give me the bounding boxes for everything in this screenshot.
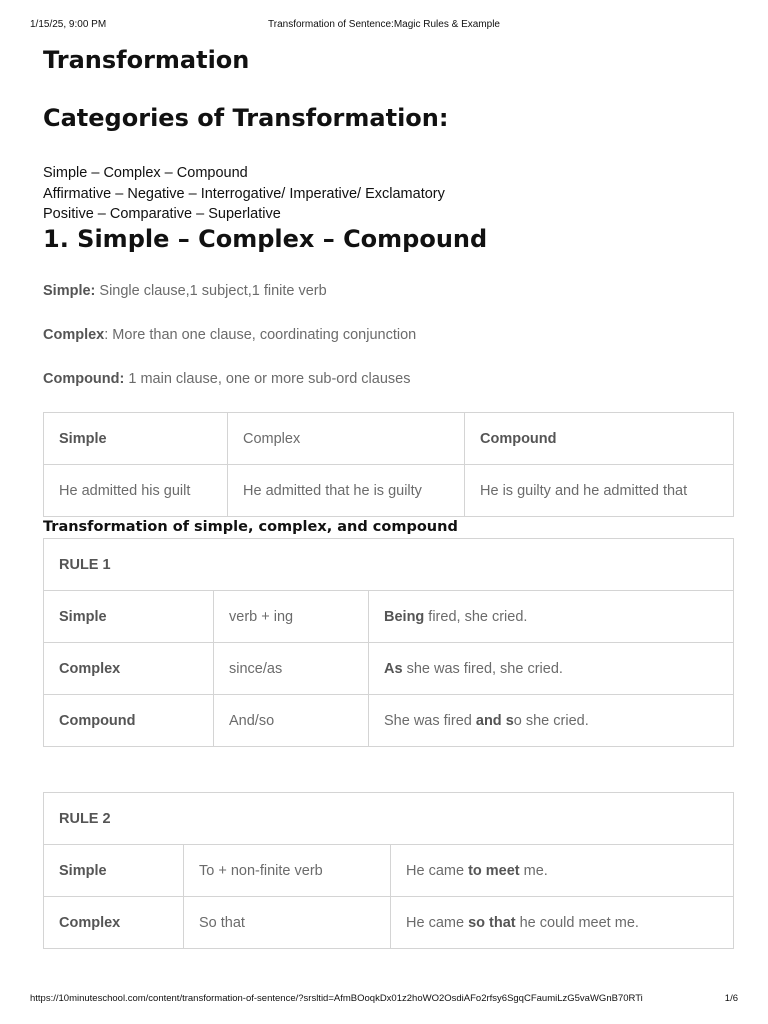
example-bold: and s: [475, 712, 514, 729]
category-item: Affirmative – Negative – Interrogative/ Imperative/ Exclamatory: [43, 185, 445, 202]
definition-term: Simple:: [43, 283, 96, 299]
example-text: o she cried.: [513, 712, 589, 729]
definition-text: : More than one clause, coordinating conjunction: [104, 327, 417, 343]
table-cell: And/so: [214, 695, 369, 747]
table-row: [44, 897, 734, 949]
rule-title-row: [44, 793, 734, 845]
definition-compound: [43, 371, 410, 387]
definition-text: 1 main clause, one or more sub-ord clauses: [124, 371, 411, 387]
category-item: Simple – Complex – Compound: [43, 165, 248, 181]
table-cell: [44, 643, 214, 695]
table-cell: [44, 591, 214, 643]
page-number: 1/6: [724, 993, 738, 1004]
sentence-type: Simple: [59, 608, 107, 625]
table-cell: To + non-finite verb: [184, 845, 391, 897]
definition-term: Compound:: [43, 371, 125, 387]
table-header-row: [44, 413, 734, 465]
table-cell: [44, 793, 734, 845]
example-bold: to meet: [468, 862, 520, 879]
table-row: [44, 643, 734, 695]
table-cell: verb + ing: [214, 591, 369, 643]
categories-list: [43, 163, 445, 225]
rule-title-row: [44, 539, 734, 591]
header-label: Compound: [480, 430, 557, 447]
categories-heading: Categories of Transformation:: [43, 104, 449, 132]
table-cell: since/as: [214, 643, 369, 695]
definition-complex: [43, 327, 416, 343]
page-url: https://10minuteschool.com/content/transformation-of-sentence/?srsltid=AfmBOoqkDx01z2hoWO2OsdiAFo2rfsy6SgqCFaumiLzG5vaWGnB70RTi: [30, 993, 643, 1004]
sentence-type: Compound: [59, 712, 136, 729]
table-cell: He is guilty and he admitted that: [465, 465, 734, 517]
rule2-table: [43, 792, 734, 949]
example-text: he could meet me.: [515, 914, 639, 931]
table-row: [44, 591, 734, 643]
example-text: She was fired: [384, 712, 476, 729]
sentence-type: Complex: [59, 660, 121, 677]
table-cell: [44, 897, 184, 949]
example-text: she was fired, she cried.: [402, 660, 563, 677]
definition-term: Complex: [43, 327, 105, 343]
example-text: fired, she cried.: [424, 608, 528, 625]
example-bold: Being: [384, 608, 425, 625]
print-date: 1/15/25, 9:00 PM: [30, 19, 107, 30]
section-heading: 1. Simple – Complex – Compound: [43, 225, 488, 253]
print-footer: [30, 993, 738, 1007]
category-item: Positive – Comparative – Superlative: [43, 206, 281, 222]
print-page-title: Transformation of Sentence:Magic Rules & Example: [268, 19, 500, 30]
table-row: [44, 465, 734, 517]
example-text: He came: [406, 914, 469, 931]
table-cell: [44, 845, 184, 897]
article-title: Transformation: [43, 46, 250, 74]
example-bold: so that: [468, 914, 516, 931]
example-bold: As: [384, 660, 403, 677]
subheading: Transformation of simple, complex, and compound: [43, 519, 458, 535]
table-cell: So that: [184, 897, 391, 949]
table-cell: [465, 413, 734, 465]
definition-text: Single clause,1 subject,1 finite verb: [95, 283, 327, 299]
table-cell: [369, 591, 734, 643]
table-cell: [44, 539, 734, 591]
rule-title: RULE 1: [59, 556, 111, 573]
rule-title: RULE 2: [59, 810, 111, 827]
table-cell: Complex: [228, 413, 465, 465]
table-row: [44, 695, 734, 747]
table-cell: [44, 413, 228, 465]
table-cell: [391, 897, 734, 949]
table-cell: [44, 695, 214, 747]
print-header: [30, 19, 738, 33]
rule1-table: [43, 538, 734, 747]
header-label: Simple: [59, 430, 107, 447]
sentence-type: Complex: [59, 914, 121, 931]
definition-simple: [43, 283, 327, 299]
table-row: [44, 845, 734, 897]
table-cell: He admitted his guilt: [44, 465, 228, 517]
table-cell: [369, 643, 734, 695]
sentence-type: Simple: [59, 862, 107, 879]
table-cell: He admitted that he is guilty: [228, 465, 465, 517]
comparison-table: [43, 412, 734, 517]
table-cell: [369, 695, 734, 747]
table-cell: [391, 845, 734, 897]
example-text: me.: [519, 862, 548, 879]
example-text: He came: [406, 862, 469, 879]
